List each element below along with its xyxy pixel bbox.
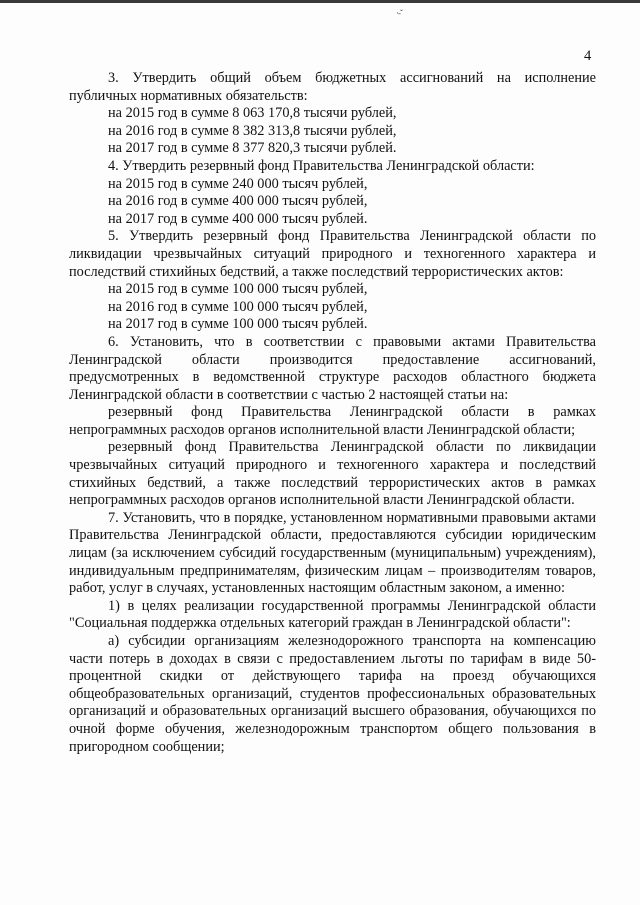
scan-mark: ·-ˇ: [396, 8, 402, 18]
paragraph-item-6: 6. Установить, что в соответствии с правовыми актами Правительства Ленинградской области производится предоставление ассигнований, предусмотренных в ведомственной структуре расходов областного бюджета Ленинградской области в соответствии с частью 2 настоящей статьи на:: [69, 333, 596, 403]
reserve-fund-paragraph: резервный фонд Правительства Ленинградской области в рамках непрограммных расходов органов исполнительной власти Ленинградской области;: [69, 404, 596, 438]
emergency-line-2015: на 2015 год в сумме 100 000 тысяч рублей,: [108, 281, 368, 298]
reserve-line-2016: на 2016 год в сумме 400 000 тысяч рублей,: [108, 193, 368, 210]
paragraph-item-4: 4. Утвердить резервный фонд Правительства Ленинградской области:: [108, 157, 535, 174]
subitem-a: а) субсидии организациям железнодорожного транспорта на компенсацию части потерь в доходах в связи с предоставлением льготы по тарифам в виде 50-процентной скидки от действующего тарифа на проезд обучающихся общеобразовательных организаций, студентов профессиональных образовательных организаций и образовательных организаций высшего образования, обучающихся по очной форме обучения, железнодорожным транспортом общего пользования в пригородном сообщении;: [69, 633, 596, 755]
emergency-line-2016: на 2016 год в сумме 100 000 тысяч рублей,: [108, 298, 368, 315]
emergency-line-2017: на 2017 год в сумме 100 000 тысяч рублей.: [108, 316, 368, 333]
scan-border-line: [0, 0, 640, 3]
emergency-fund-paragraph: резервный фонд Правительства Ленинградской области по ликвидации чрезвычайных ситуаций природного и техногенного характера и последствий стихийных бедствий, а также последствий террористических актов в рамках непрограммных расходов органов исполнительной власти Ленинградской области.: [69, 439, 596, 509]
paragraph-item-3: 3. Утвердить общий объем бюджетных ассигнований на исполнение публичных нормативных обязательств:: [69, 70, 596, 104]
budget-line-2016: на 2016 год в сумме 8 382 313,8 тысячи рублей,: [108, 122, 397, 139]
document-body: [69, 70, 596, 756]
page-number: 4: [584, 48, 592, 64]
budget-line-2015: на 2015 год в сумме 8 063 170,8 тысячи рублей,: [108, 105, 397, 122]
budget-line-2017: на 2017 год в сумме 8 377 820,3 тысячи рублей.: [108, 140, 397, 157]
paragraph-item-5: 5. Утвердить резервный фонд Правительства Ленинградской области по ликвидации чрезвычайных ситуаций природного и техногенного характера и последствий стихийных бедствий, а также последствий террористических актов:: [69, 228, 596, 280]
reserve-line-2017: на 2017 год в сумме 400 000 тысяч рублей.: [108, 210, 368, 227]
paragraph-item-7: 7. Установить, что в порядке, установленном нормативными правовыми актами Правительства Ленинградской области, предоставляются субсидии юридическим лицам (за исключением субсидий государственным (муниципальным) учреждениям), индивидуальным предпринимателям, физическим лицам – производителям товаров, работ, услуг в случаях, установленных настоящим областным законом, а именно:: [69, 509, 596, 597]
reserve-line-2015: на 2015 год в сумме 240 000 тысяч рублей,: [108, 175, 368, 192]
subitem-1: 1) в целях реализации государственной программы Ленинградской области "Социальная поддержка отдельных категорий граждан в Ленинградской области":: [69, 597, 596, 632]
